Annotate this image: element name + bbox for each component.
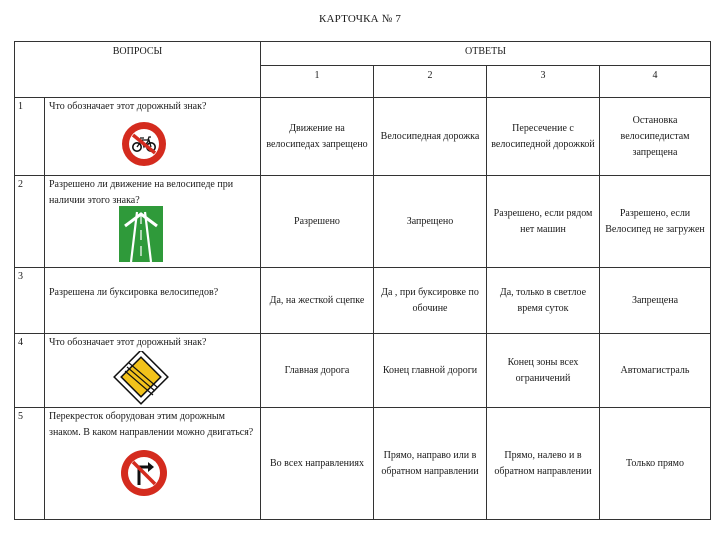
question-text: Разрешена ли буксировка велосипедов? xyxy=(49,287,219,298)
no-right-turn-sign-icon xyxy=(49,441,265,499)
answer-option[interactable]: Конец главной дороги xyxy=(374,334,487,408)
card-title: КАРТОЧКА № 7 xyxy=(318,13,402,25)
motorway-sign-icon xyxy=(45,204,261,264)
question-number: 5 xyxy=(15,408,45,520)
answer-option[interactable]: Остановка велосипедистам запрещена xyxy=(600,98,711,176)
question-cell xyxy=(45,98,261,176)
answer-option[interactable]: Да , при буксировке по обочине xyxy=(374,268,487,334)
question-text: Что обозначает этот дорожный знак? xyxy=(49,337,207,348)
answer-option[interactable]: Прямо, налево и в обратном направлении xyxy=(487,408,600,520)
question-cell xyxy=(45,408,261,520)
answer-option[interactable]: Главная дорога xyxy=(261,334,374,408)
no-bicycles-sign-icon xyxy=(49,115,265,169)
answer-option[interactable]: Да, на жесткой сцепке xyxy=(261,268,374,334)
table-row xyxy=(15,334,711,408)
answer-option[interactable]: Велосипедная дорожка xyxy=(374,98,487,176)
answers-header: ОТВЕТЫ xyxy=(261,42,711,66)
question-number: 4 xyxy=(15,334,45,408)
answer-number-2: 2 xyxy=(374,66,487,98)
answer-option[interactable]: Только прямо xyxy=(600,408,711,520)
table-row xyxy=(15,98,711,176)
answer-option[interactable]: Движение на велосипедах запрещено xyxy=(261,98,374,176)
answer-option[interactable]: Разрешено, если Велосипед не загружен xyxy=(600,176,711,268)
answer-option[interactable]: Во всех направлениях xyxy=(261,408,374,520)
question-text: Что обозначает этот дорожный знак? xyxy=(49,101,207,112)
quiz-table xyxy=(14,41,711,520)
table-row xyxy=(15,176,711,268)
question-number: 2 xyxy=(15,176,45,268)
table-row xyxy=(15,268,711,334)
answer-number-4: 4 xyxy=(600,66,711,98)
question-text: Разрешено ли движение на велосипеде при наличии этого знака? xyxy=(49,179,234,206)
end-of-main-road-sign-icon xyxy=(49,351,265,407)
answer-option[interactable]: Да, только в светлое время суток xyxy=(487,268,600,334)
question-number: 1 xyxy=(15,98,45,176)
answer-number-1: 1 xyxy=(261,66,374,98)
answer-option[interactable]: Прямо, направо или в обратном направлении xyxy=(374,408,487,520)
question-number: 3 xyxy=(15,268,45,334)
question-cell xyxy=(45,334,261,408)
answer-option[interactable]: Автомагистраль xyxy=(600,334,711,408)
answer-option[interactable]: Запрещена xyxy=(600,268,711,334)
answer-number-3: 3 xyxy=(487,66,600,98)
questions-header: ВОПРОСЫ xyxy=(15,42,261,98)
answer-option[interactable]: Разрешено xyxy=(261,176,374,268)
question-cell xyxy=(45,268,261,334)
answer-option[interactable]: Пересечение с велосипедной дорожкой xyxy=(487,98,600,176)
question-cell xyxy=(45,176,261,268)
answer-option[interactable]: Конец зоны всех ограничений xyxy=(487,334,600,408)
table-row xyxy=(15,408,711,520)
answer-option[interactable]: Разрешено, если рядом нет машин xyxy=(487,176,600,268)
answer-option[interactable]: Запрещено xyxy=(374,176,487,268)
question-text: Перекресток оборудован этим дорожным знаком. В каком направлении можно двигаться? xyxy=(49,411,254,438)
